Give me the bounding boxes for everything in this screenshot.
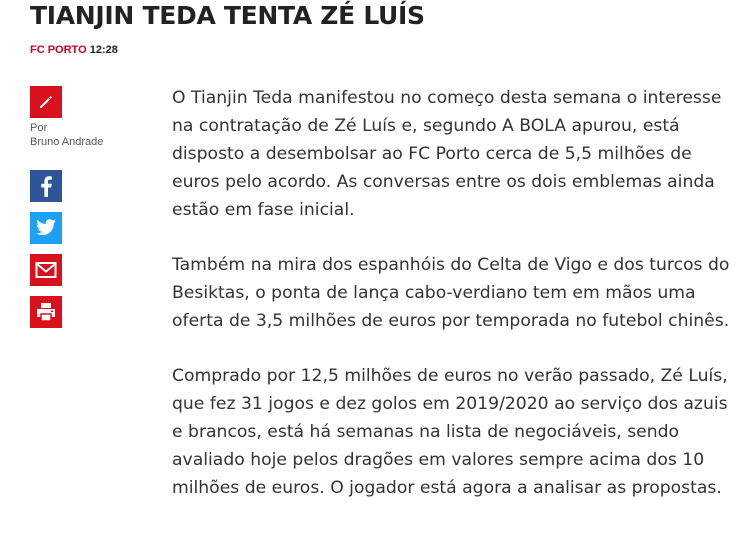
article-meta: [30, 43, 118, 57]
byline: [30, 121, 150, 149]
print-button[interactable]: [30, 296, 62, 328]
facebook-icon: [39, 175, 53, 197]
printer-icon: [35, 301, 57, 323]
author-button[interactable]: [30, 86, 62, 118]
paragraph: O Tianjin Teda manifestou no começo desta semana o interesse na contratação de Zé Luís e, segundo A BOLA apurou, está disposto a desembolsar ao FC Porto cerca de 5,5 milhões de euros pelo acordo. As conversas entre os dois emblemas ainda estão em fase inicial.: [172, 88, 722, 220]
author-name[interactable]: Bruno Andrade: [30, 136, 104, 148]
article-body: [172, 84, 732, 529]
byline-prefix: Por: [30, 122, 48, 134]
facebook-share-button[interactable]: [30, 170, 62, 202]
twitter-icon: [35, 219, 57, 237]
twitter-share-button[interactable]: [30, 212, 62, 244]
author-block: [30, 86, 150, 149]
share-toolbar: [30, 170, 62, 328]
paragraph: Também na mira dos espanhóis do Celta de Vigo e dos turcos do Besiktas, o ponta de lança cabo-verdiano tem em mãos uma oferta de 3,5 milhões de euros por temporada no futebol chinês.: [172, 255, 730, 331]
publish-time: 12:28: [89, 44, 118, 56]
pencil-icon: [37, 93, 55, 111]
article-title: TIANJIN TEDA TENTA ZÉ LUÍS: [30, 1, 425, 30]
email-icon: [35, 261, 57, 279]
paragraph: Comprado por 12,5 milhões de euros no verão passado, Zé Luís, que fez 31 jogos e dez golos em 2019/2020 ao serviço dos azuis e brancos, está há semanas na lista de negociáveis, sendo avaliado hoje pelos dragões em valores sempre acima dos 10 milhões de euros. O jogador está agora a analisar as propostas.: [172, 366, 728, 498]
section-link[interactable]: FC PORTO: [30, 44, 87, 56]
email-share-button[interactable]: [30, 254, 62, 286]
